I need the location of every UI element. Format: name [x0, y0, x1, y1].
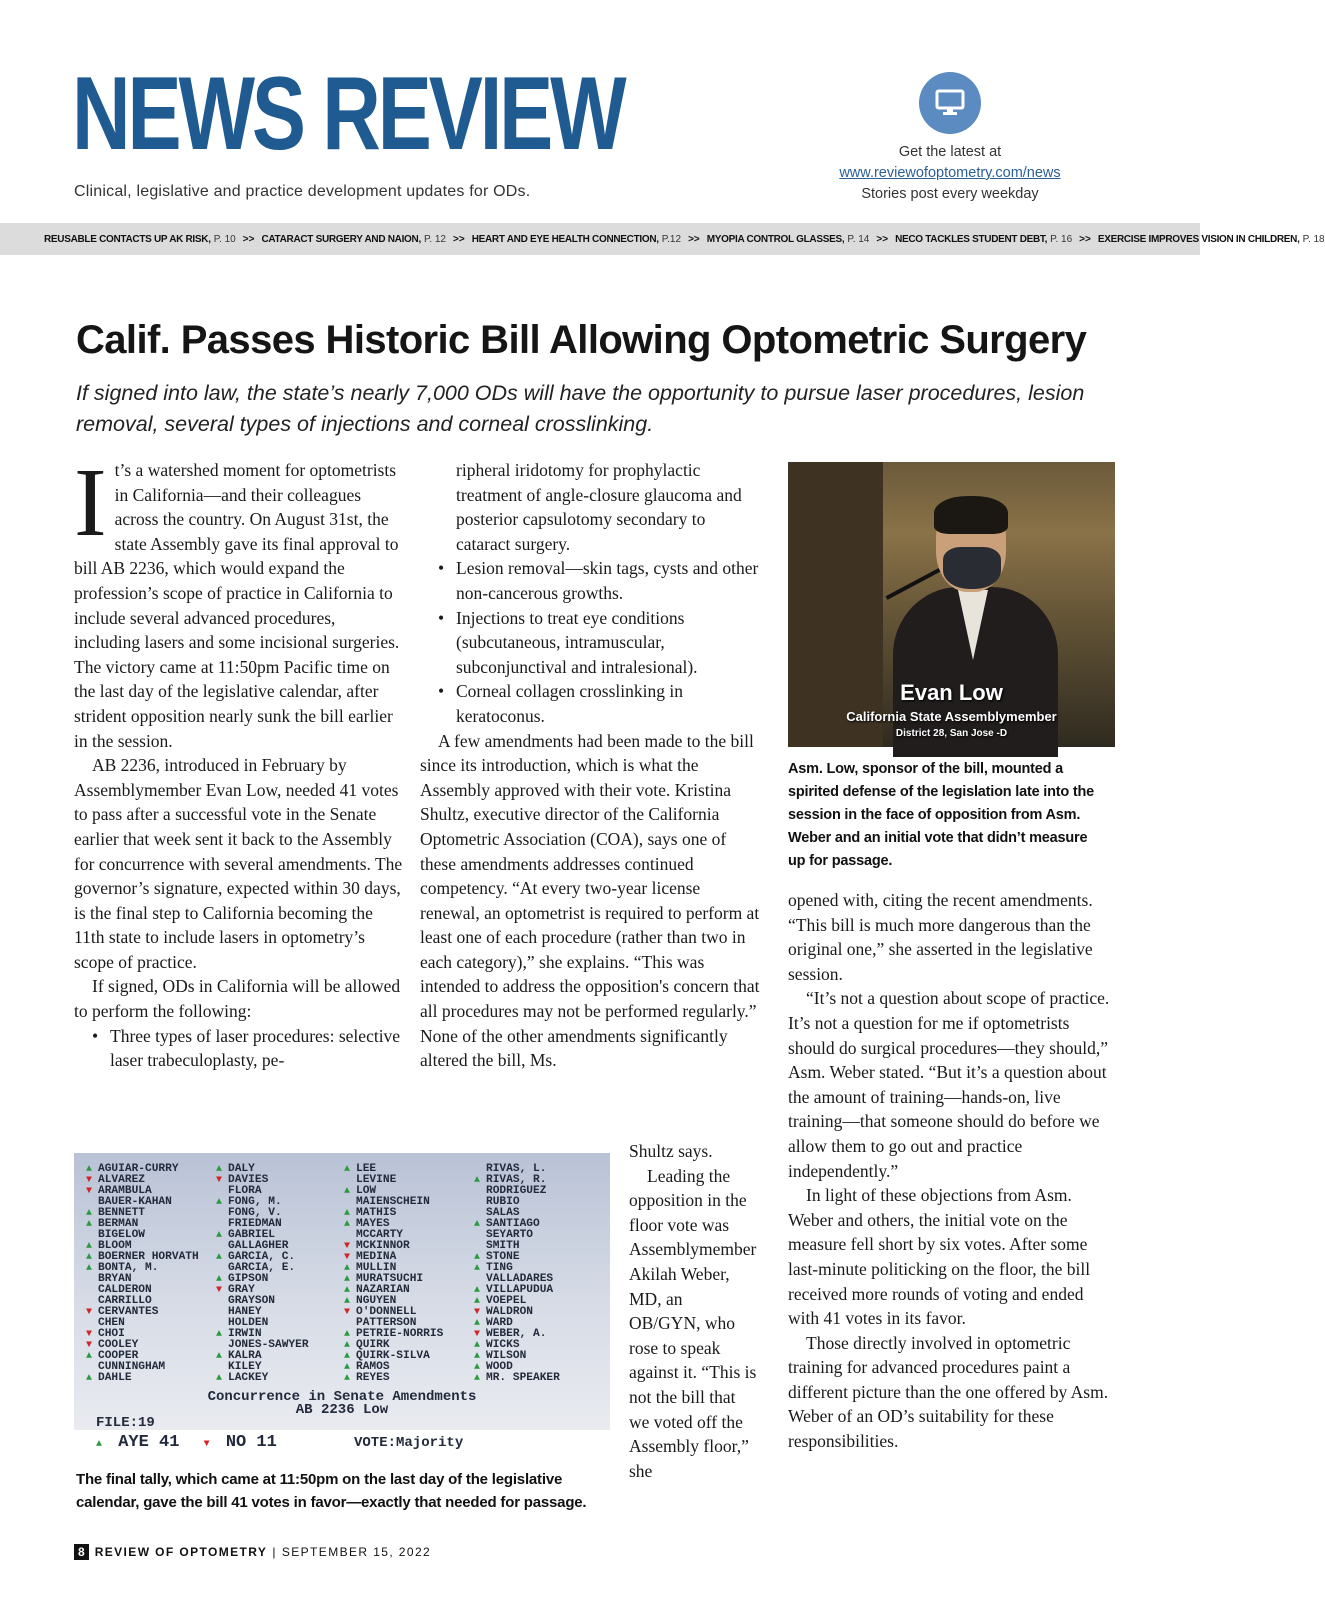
paragraph: Leading the opposition in the floor vote was Assemblymember Akilah Weber, MD, an OB/GYN, who rose to speak against it. “This is not the bill that we voted off the Assembly floor,” she: [629, 1165, 757, 1481]
board-title: Concurrence in Senate Amendments: [207, 1389, 477, 1405]
toc-item[interactable]: [1098, 234, 1325, 245]
member-name: WILSON: [486, 1350, 527, 1362]
aye-triangle-icon: ▲: [86, 1208, 93, 1219]
aye-triangle-icon: ▲: [344, 1263, 351, 1274]
member-name: BOERNER HORVATH: [98, 1251, 199, 1263]
member-name: HOLDEN: [228, 1317, 269, 1329]
member-name: MAIENSCHEIN: [356, 1196, 430, 1208]
toc-item-label: EXERCISE IMPROVES VISION IN CHILDREN,: [1097, 233, 1300, 245]
photo-role: California State Assemblymember: [846, 709, 1057, 724]
news-promo: [800, 72, 1100, 205]
nav-separator: >>: [876, 233, 889, 245]
aye-triangle-icon: ▲: [216, 1329, 223, 1340]
member-name: GALLAGHER: [228, 1240, 289, 1252]
toc-bar: [0, 223, 1325, 255]
member-name: CHEN: [98, 1317, 125, 1329]
list-item: • Lesion removal—skin tags, cysts and other non-cancerous growths.: [420, 556, 760, 605]
vote-row: [216, 1373, 309, 1384]
monitor-icon: [919, 72, 981, 134]
aye-triangle-icon: ▲: [344, 1285, 351, 1296]
toc-item[interactable]: [261, 234, 446, 245]
vote-column: [474, 1164, 560, 1384]
member-name: VILLAPUDUA: [486, 1284, 554, 1296]
paragraph: A few amendments had been made to the bill since its introduction, which is what the Assembly approved with their vote. Kristina Shultz, executive director of the California Optometric Association (COA), says one of these amendments addresses continued competency. “At every two-year license renewal, an optometrist is required to perform at least one of each procedure (rather than two in each category),” she explains. “This was intended to address the opposition's concern that all procedures may not be performed regularly.” None of the other amendments significantly altered the bill, Ms.: [420, 730, 760, 1071]
aye-triangle-icon: ▲: [474, 1219, 481, 1230]
blank-mark: [474, 1230, 486, 1241]
toc-item-page: P. 16: [1050, 233, 1073, 245]
footer-divider: |: [272, 1545, 277, 1559]
aye-triangle-icon: ▲: [96, 1439, 103, 1450]
member-name: FLORA: [228, 1185, 262, 1197]
aye-triangle-icon: ▲: [86, 1373, 93, 1384]
member-name: PATTERSON: [356, 1317, 417, 1329]
no-triangle-icon: ▼: [216, 1285, 223, 1296]
member-name: PETRIE-NORRIS: [356, 1328, 444, 1340]
member-name: BIGELOW: [98, 1229, 145, 1241]
vote-column: [86, 1164, 199, 1384]
member-name: JONES-SAWYER: [228, 1339, 309, 1351]
blank-mark: [216, 1241, 228, 1252]
toc-item[interactable]: [707, 234, 870, 245]
no-triangle-icon: ▼: [86, 1307, 93, 1318]
blank-mark: [86, 1285, 98, 1296]
member-name: COOLEY: [98, 1339, 139, 1351]
member-name: RAMOS: [356, 1361, 390, 1373]
member-name: WOOD: [486, 1361, 513, 1373]
publication-name: REVIEW OF OPTOMETRY: [94, 1545, 268, 1559]
member-name: VOEPEL: [486, 1295, 527, 1307]
member-name: RIVAS, L.: [486, 1163, 547, 1175]
no-triangle-icon: ▼: [86, 1329, 93, 1340]
vote-row: [344, 1373, 443, 1384]
blank-mark: [86, 1296, 98, 1307]
aye-triangle-icon: ▲: [344, 1351, 351, 1362]
member-name: KILEY: [228, 1361, 262, 1373]
vote-column: [344, 1164, 443, 1384]
member-name: RUBIO: [486, 1196, 520, 1208]
list-item: • Injections to treat eye conditions (subcutaneous, intramuscular, subconjunctival and intralesional).: [420, 606, 760, 680]
aye-triangle-icon: ▲: [344, 1362, 351, 1373]
no-triangle-icon: ▼: [474, 1307, 481, 1318]
toc-item-label: NECO TACKLES STUDENT DEBT,: [895, 233, 1048, 245]
masthead-title: NEWS REVIEW: [72, 56, 624, 172]
toc-item[interactable]: [44, 234, 236, 245]
vote-tally-board: [74, 1153, 610, 1452]
aye-triangle-icon: ▲: [86, 1241, 93, 1252]
blank-mark: [344, 1318, 356, 1329]
member-name: DAVIES: [228, 1174, 269, 1186]
aye-triangle-icon: ▲: [86, 1164, 93, 1175]
aye-triangle-icon: ▲: [216, 1373, 223, 1384]
member-name: CARRILLO: [98, 1295, 152, 1307]
blank-mark: [86, 1230, 98, 1241]
news-link[interactable]: www.reviewofoptometry.com/news: [839, 165, 1061, 181]
blank-mark: [216, 1362, 228, 1373]
board-caption: The final tally, which came at 11:50pm on the last day of the legislative calendar, gave the bill 41 votes in favor—exactly that needed for passage.: [76, 1471, 587, 1511]
aye-triangle-icon: ▲: [344, 1296, 351, 1307]
aye-triangle-icon: ▲: [474, 1285, 481, 1296]
aye-triangle-icon: ▲: [344, 1208, 351, 1219]
aye-triangle-icon: ▲: [216, 1252, 223, 1263]
aye-triangle-icon: ▲: [474, 1373, 481, 1384]
member-name: FONG, M.: [228, 1196, 282, 1208]
member-name: GARCIA, E.: [228, 1262, 296, 1274]
member-name: MATHIS: [356, 1207, 397, 1219]
aye-triangle-icon: ▲: [216, 1197, 223, 1208]
member-name: RIVAS, R.: [486, 1174, 547, 1186]
no-triangle-icon: ▼: [344, 1241, 351, 1252]
aye-triangle-icon: ▲: [86, 1219, 93, 1230]
blank-mark: [474, 1208, 486, 1219]
blank-mark: [216, 1296, 228, 1307]
blank-mark: [474, 1241, 486, 1252]
member-name: CUNNINGHAM: [98, 1361, 166, 1373]
no-triangle-icon: ▼: [216, 1175, 223, 1186]
member-name: BERMAN: [98, 1218, 139, 1230]
aye-triangle-icon: ▲: [474, 1340, 481, 1351]
page-number: 8: [74, 1544, 89, 1560]
aye-triangle-icon: ▲: [344, 1329, 351, 1340]
blank-mark: [344, 1230, 356, 1241]
member-name: NAZARIAN: [356, 1284, 410, 1296]
drop-cap: I: [74, 449, 107, 557]
member-name: BAUER-KAHAN: [98, 1196, 172, 1208]
article-deck: If signed into law, the state’s nearly 7,000 ODs will have the opportunity to pursue laser procedures, lesion removal, several types of injections and corneal crosslinking.: [76, 381, 1085, 436]
aye-triangle-icon: ▲: [86, 1263, 93, 1274]
blank-mark: [86, 1197, 98, 1208]
member-name: DALY: [228, 1163, 255, 1175]
member-name: BENNETT: [98, 1207, 145, 1219]
member-name: WEBER, A.: [486, 1328, 547, 1340]
photo-district: District 28, San Jose -D: [895, 728, 1008, 739]
member-name: RODRIGUEZ: [486, 1185, 547, 1197]
aye-triangle-icon: ▲: [344, 1164, 351, 1175]
no-triangle-icon: ▼: [86, 1186, 93, 1197]
member-name: GRAYSON: [228, 1295, 275, 1307]
member-name: MEDINA: [356, 1251, 397, 1263]
member-name: DAHLE: [98, 1372, 132, 1384]
promo-schedule: Stories post every weekday: [861, 186, 1039, 202]
aye-triangle-icon: ▲: [474, 1263, 481, 1274]
board-tally: [96, 1433, 277, 1452]
member-name: LEE: [356, 1163, 377, 1175]
nav-separator: >>: [242, 233, 255, 245]
aye-triangle-icon: ▲: [86, 1252, 93, 1263]
member-name: MR. SPEAKER: [486, 1372, 560, 1384]
member-name: O'DONNELL: [356, 1306, 417, 1318]
page-footer: [74, 1544, 431, 1560]
member-name: CALDERON: [98, 1284, 152, 1296]
blank-mark: [474, 1274, 486, 1285]
aye-triangle-icon: ▲: [216, 1164, 223, 1175]
aye-triangle-icon: ▲: [216, 1274, 223, 1285]
member-name: WARD: [486, 1317, 513, 1329]
member-name: NGUYEN: [356, 1295, 397, 1307]
masthead-subtitle: Clinical, legislative and practice development updates for ODs.: [74, 183, 531, 200]
list-item: • Corneal collagen crosslinking in keratoconus.: [420, 679, 760, 728]
aye-triangle-icon: ▲: [474, 1252, 481, 1263]
photo-caption: Asm. Low, sponsor of the bill, mounted a spirited defense of the legislation late into the session in the face of opposition from Asm. Weber and an initial vote that didn’t measure up for passage.: [788, 761, 1095, 869]
member-name: GIPSON: [228, 1273, 269, 1285]
toc-item[interactable]: [472, 234, 681, 245]
member-name: FRIEDMAN: [228, 1218, 282, 1230]
issue-date: SEPTEMBER 15, 2022: [281, 1545, 432, 1559]
no-triangle-icon: ▼: [344, 1307, 351, 1318]
no-triangle-icon: ▼: [86, 1175, 93, 1186]
toc-item-label: REUSABLE CONTACTS UP AK RISK,: [44, 233, 211, 245]
lead-paragraph: It’s a watershed moment for optometrists in California—and their colleagues across the country. On August 31st, the state Assembly gave its final approval to bill AB 2236, which would expand the profession’s scope of practice in California to include several advanced procedures, including lasers and some incisional surgeries. The victory came at 11:50pm Pacific time on the last day of the legislative calendar, after strident opposition nearly sunk the bill earlier in the session.: [74, 449, 400, 751]
blank-mark: [86, 1362, 98, 1373]
blank-mark: [216, 1208, 228, 1219]
paragraph: Those directly involved in optometric training for advanced procedures paint a different picture than the one offered by Asm. Weber of an OD’s suitability for these responsibilities.: [788, 1332, 1109, 1452]
blank-mark: [474, 1164, 486, 1175]
member-name: LEVINE: [356, 1174, 397, 1186]
evan-low-photo: [788, 462, 1115, 747]
member-name: BLOOM: [98, 1240, 132, 1252]
member-name: WICKS: [486, 1339, 520, 1351]
member-name: VALLADARES: [486, 1273, 554, 1285]
blank-mark: [344, 1175, 356, 1186]
member-name: WALDRON: [486, 1306, 533, 1318]
nav-separator: >>: [1079, 233, 1091, 245]
member-name: GRAY: [228, 1284, 255, 1296]
member-name: TING: [486, 1262, 513, 1274]
aye-triangle-icon: ▲: [474, 1296, 481, 1307]
promo-line: Get the latest at: [898, 144, 1002, 160]
toc-item-label: HEART AND EYE HEALTH CONNECTION,: [471, 233, 659, 245]
member-name: SMITH: [486, 1240, 520, 1252]
member-name: FONG, V.: [228, 1207, 282, 1219]
aye-triangle-icon: ▲: [216, 1351, 223, 1362]
list-item-continued: ripheral iridotomy for prophylactic treatment of angle-closure glaucoma and posterior capsulotomy secondary to cataract surgery.: [456, 460, 742, 554]
paragraph: AB 2236, introduced in February by Assemblymember Evan Low, needed 41 votes to pass after a successful vote in the Senate earlier that week sent it back to the Assembly for concurrence with several amendments. The governor’s signature, expected within 30 days, is the final step to California becoming the 11th state to include lasers in optometry’s scope of practice.: [74, 755, 403, 972]
aye-triangle-icon: ▲: [344, 1219, 351, 1230]
board-file: FILE:19: [96, 1415, 155, 1431]
aye-triangle-icon: ▲: [216, 1230, 223, 1241]
member-name: AGUIAR-CURRY: [98, 1163, 179, 1175]
member-name: BRYAN: [98, 1273, 132, 1285]
member-name: HANEY: [228, 1306, 262, 1318]
member-name: QUIRK: [356, 1339, 390, 1351]
blank-mark: [216, 1186, 228, 1197]
board-vote-type: VOTE:Majority: [354, 1435, 464, 1451]
paragraph: opened with, citing the recent amendments. “This bill is much more dangerous than the original one,” she asserted in the legislative session.: [788, 890, 1093, 984]
blank-mark: [216, 1340, 228, 1351]
member-name: MURATSUCHI: [356, 1273, 424, 1285]
nav-separator: >>: [453, 233, 465, 245]
member-name: KALRA: [228, 1350, 262, 1362]
member-name: CHOI: [98, 1328, 125, 1340]
list-item: • Three types of laser procedures: selective laser trabeculoplasty, pe-: [74, 1024, 404, 1073]
toc-item-page: P. 10: [213, 233, 236, 245]
member-name: LACKEY: [228, 1372, 269, 1384]
article-column-2: [420, 458, 760, 1073]
toc-item-label: CATARACT SURGERY AND NAION,: [261, 233, 421, 245]
member-name: STONE: [486, 1251, 520, 1263]
aye-triangle-icon: ▲: [474, 1318, 481, 1329]
member-name: GABRIEL: [228, 1229, 275, 1241]
blank-mark: [86, 1318, 98, 1329]
member-name: SALAS: [486, 1207, 520, 1219]
blank-mark: [474, 1197, 486, 1208]
member-name: ARAMBULA: [98, 1185, 152, 1197]
aye-triangle-icon: ▲: [474, 1362, 481, 1373]
member-name: SEYARTO: [486, 1229, 533, 1241]
board-bill: AB 2236 Low: [295, 1402, 389, 1418]
paragraph-end: Shultz says.: [629, 1141, 713, 1161]
blank-mark: [216, 1219, 228, 1230]
no-count: NO 11: [225, 1433, 277, 1452]
article-headline: Calif. Passes Historic Bill Allowing Optometric Surgery: [76, 318, 1087, 362]
blank-mark: [216, 1263, 228, 1274]
member-name: CERVANTES: [98, 1306, 159, 1318]
member-name: MCKINNOR: [356, 1240, 410, 1252]
toc-item-page: P. 12: [423, 233, 446, 245]
member-name: BONTA, M.: [98, 1262, 159, 1274]
aye-triangle-icon: ▲: [344, 1340, 351, 1351]
toc-item-page: P. 14: [847, 233, 870, 245]
member-name: SANTIAGO: [486, 1218, 540, 1230]
no-triangle-icon: ▼: [86, 1340, 93, 1351]
no-triangle-icon: ▼: [474, 1329, 481, 1340]
member-name: COOPER: [98, 1350, 139, 1362]
member-name: MULLIN: [356, 1262, 397, 1274]
toc-item-page: P. 18: [1302, 233, 1325, 245]
aye-triangle-icon: ▲: [344, 1274, 351, 1285]
paragraph: If signed, ODs in California will be allowed to perform the following:: [74, 976, 401, 1022]
article-column-1: [74, 449, 404, 1073]
member-name: MAYES: [356, 1218, 390, 1230]
vote-row: [86, 1373, 199, 1384]
member-name: IRWIN: [228, 1328, 262, 1340]
vote-column: [216, 1164, 309, 1384]
toc-item[interactable]: [895, 234, 1072, 245]
aye-triangle-icon: ▲: [344, 1186, 351, 1197]
blank-mark: [474, 1186, 486, 1197]
member-name: GARCIA, C.: [228, 1251, 296, 1263]
no-triangle-icon: ▼: [344, 1252, 351, 1263]
blank-mark: [216, 1307, 228, 1318]
blank-mark: [86, 1274, 98, 1285]
toc-item-page: P.12: [661, 233, 682, 245]
member-name: REYES: [356, 1372, 390, 1384]
photo-name: Evan Low: [900, 680, 1003, 705]
member-name: QUIRK-SILVA: [356, 1350, 430, 1362]
blank-mark: [216, 1318, 228, 1329]
aye-triangle-icon: ▲: [344, 1373, 351, 1384]
no-triangle-icon: ▼: [203, 1439, 210, 1450]
article-column-2b: [629, 1139, 757, 1483]
paragraph: In light of these objections from Asm. Weber and others, the initial vote on the measure fell short by six votes. After some last-minute politicking on the floor, the bill received more rounds of voting and ended with 41 votes in its favor.: [788, 1185, 1091, 1329]
aye-triangle-icon: ▲: [474, 1175, 481, 1186]
blank-mark: [344, 1197, 356, 1208]
aye-triangle-icon: ▲: [474, 1351, 481, 1362]
article-column-3: [788, 888, 1118, 1454]
aye-count: AYE 41: [118, 1433, 180, 1452]
member-name: LOW: [356, 1185, 377, 1197]
member-name: MCCARTY: [356, 1229, 403, 1241]
toc-item-label: MYOPIA CONTROL GLASSES,: [706, 233, 845, 245]
member-name: ALVAREZ: [98, 1174, 145, 1186]
paragraph: “It’s not a question about scope of practice. It’s not a question for me if optometrists should do surgical procedures—they should,” Asm. Weber stated. “But it’s a question about the amount of training—hands-on, live training—that someone should do before we allow them to go out and practice independently.”: [788, 988, 1110, 1181]
vote-row: [474, 1373, 560, 1384]
aye-triangle-icon: ▲: [86, 1351, 93, 1362]
nav-separator: >>: [688, 233, 700, 245]
